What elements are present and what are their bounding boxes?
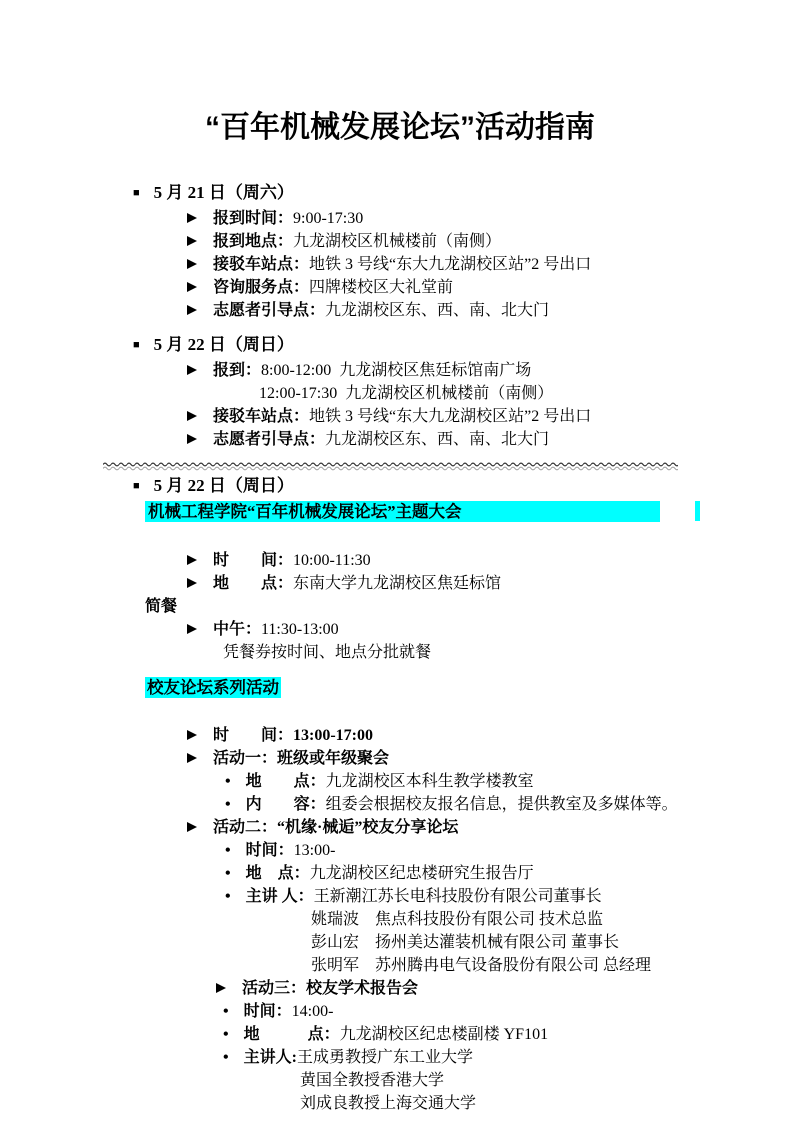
arrow-bullet-icon: [187, 624, 197, 634]
forum-banner-text: 机械工程学院“百年机械发展论坛”主题大会: [148, 502, 462, 521]
meal-note: 凭餐券按时间、地点分批就餐: [223, 644, 432, 661]
speaker-row: 彭山宏 扬州美达灌装机械有限公司 董事长: [311, 934, 620, 951]
agenda-row: [0, 359, 800, 382]
row-value: 11:30-13:00: [261, 621, 339, 638]
checkin-continuation: 12:00-17:30 九龙湖校区机械楼前（南侧）: [259, 385, 554, 402]
row-value: 13:00-: [293, 842, 336, 859]
row-label: 地 点：: [213, 575, 294, 592]
speaker-row: 姚瑞波 焦点科技股份有限公司 技术总监: [311, 911, 604, 928]
detail-row: [0, 1000, 800, 1023]
arrow-bullet-icon: [187, 236, 197, 246]
agenda-row: [0, 428, 800, 451]
dot-bullet-icon: •: [223, 1049, 229, 1066]
arrow-bullet-icon: [216, 983, 226, 993]
row-label: 时 间：: [213, 727, 294, 744]
dot-bullet-icon: •: [225, 796, 231, 813]
arrow-bullet-icon: [187, 555, 197, 565]
row-label: 中午：: [213, 621, 262, 638]
series-banner: 校友论坛系列活动: [147, 678, 279, 697]
activity-title: 校友学术报告会: [306, 980, 419, 997]
row-label: 地 点：: [245, 865, 310, 882]
agenda-row: [0, 724, 800, 747]
section-header-text: 5 月 22 日（周日）: [153, 476, 294, 495]
square-bullet-icon: ■: [133, 339, 140, 351]
highlight-mark: [695, 501, 700, 521]
arrow-bullet-icon: [187, 213, 197, 223]
row-label: 地 点：: [243, 1026, 340, 1043]
row-label: 主讲人:: [243, 1049, 297, 1066]
series-banner-row: [145, 677, 800, 699]
activity-title: “机缘·械逅”校友分享论坛: [277, 819, 459, 836]
row-label: 时间：: [243, 1003, 292, 1020]
speaker-row: 刘成良教授上海交通大学: [300, 1095, 477, 1112]
agenda-row: [0, 230, 800, 253]
forum-items: [0, 549, 800, 595]
agenda-row: [0, 618, 800, 641]
day1-section: [0, 181, 800, 322]
square-bullet-icon: ■: [133, 187, 140, 199]
dot-bullet-icon: •: [225, 842, 231, 859]
row-value: 14:00-: [291, 1003, 334, 1020]
arrow-bullet-icon: [187, 753, 197, 763]
row-label: 接驳车站点：: [213, 408, 310, 425]
row-label: 主讲 人：: [245, 888, 314, 905]
dot-bullet-icon: •: [225, 888, 231, 905]
speaker-row: 黄国全教授香港大学: [300, 1072, 445, 1089]
section-header-text: 5 月 21 日（周六）: [153, 183, 294, 202]
square-bullet-icon: ■: [133, 480, 140, 492]
row-label: 报到地点：: [213, 233, 294, 250]
row-value: 九龙湖校区纪忠楼研究生报告厅: [309, 865, 534, 882]
speaker-row: 张明军 苏州腾冉电气设备股份有限公司 总经理: [311, 957, 652, 974]
detail-row: [0, 1023, 800, 1046]
arrow-bullet-icon: [187, 365, 197, 375]
row-value: 地铁 3 号线“东大九龙湖校区站”2 号出口: [309, 408, 592, 425]
row-value: 九龙湖校区纪忠楼副楼 YF101: [339, 1026, 549, 1043]
arrow-bullet-icon: [187, 411, 197, 421]
agenda-row: [0, 276, 800, 299]
arrow-bullet-icon: [187, 578, 197, 588]
row-value: 九龙湖校区东、西、南、北大门: [325, 302, 550, 319]
section-header-text: 5 月 22 日（周日）: [153, 335, 294, 354]
row-label: 内 容：: [245, 796, 326, 813]
activity-label: 活动三：: [242, 980, 307, 997]
agenda-row: [0, 299, 800, 322]
forum-banner: [145, 501, 660, 522]
dot-bullet-icon: •: [225, 865, 231, 882]
row-value: 10:00-11:30: [293, 552, 371, 569]
arrow-bullet-icon: [187, 730, 197, 740]
forum-section: [0, 474, 800, 595]
row-value: 九龙湖校区本科生教学楼教室: [325, 773, 534, 790]
dot-bullet-icon: •: [225, 773, 231, 790]
speaker-lead-row: [0, 885, 800, 908]
row-label: 报到：: [213, 362, 262, 379]
row-value: 九龙湖校区东、西、南、北大门: [325, 431, 550, 448]
row-label: 接驳车站点：: [213, 256, 310, 273]
row-value: 8:00-12:00 九龙湖校区焦廷标馆南广场: [261, 362, 532, 379]
arrow-bullet-icon: [187, 282, 197, 292]
row-label: 志愿者引导点：: [213, 431, 326, 448]
row-value: 东南大学九龙湖校区焦廷标馆: [293, 575, 502, 592]
row-label: 报到时间：: [213, 210, 294, 227]
row-value: 地铁 3 号线“东大九龙湖校区站”2 号出口: [309, 256, 592, 273]
arrow-bullet-icon: [187, 259, 197, 269]
row-value: 组委会根据校友报名信息，提供教室及多媒体等。: [325, 796, 678, 813]
activity1-row: [0, 747, 800, 770]
activity2-row: [0, 816, 800, 839]
agenda-row: [0, 405, 800, 428]
row-value: 13:00-17:00: [293, 727, 373, 744]
meal-heading: 简餐: [145, 598, 178, 615]
day1-section-header: [0, 181, 800, 207]
activity3-row: [0, 977, 800, 1000]
row-label: 咨询服务点：: [213, 279, 310, 296]
speaker-lead-row: [0, 1046, 800, 1069]
dot-bullet-icon: •: [223, 1003, 229, 1020]
row-label: 时 间：: [213, 552, 294, 569]
day2-section-header: [0, 333, 800, 359]
detail-row: [0, 862, 800, 885]
row-value: 9:00-17:30: [293, 210, 364, 227]
page-title: “百年机械发展论坛”活动指南: [205, 111, 595, 144]
dot-bullet-icon: •: [223, 1026, 229, 1043]
activity-label: 活动二：: [213, 819, 278, 836]
row-label: 时间：: [245, 842, 294, 859]
day2-section: [0, 333, 800, 451]
forum-section-header: [0, 474, 800, 500]
alumni-items: [0, 724, 800, 1115]
agenda-row: [0, 549, 800, 572]
arrow-bullet-icon: [187, 822, 197, 832]
detail-row: [0, 770, 800, 793]
arrow-bullet-icon: [187, 305, 197, 315]
agenda-row: [0, 253, 800, 276]
alumni-section: [0, 677, 800, 1115]
row-value: 王新潮江苏长电科技股份有限公司董事长: [313, 888, 602, 905]
detail-row: [0, 839, 800, 862]
arrow-bullet-icon: [187, 434, 197, 444]
detail-row: [0, 793, 800, 816]
row-value: 王成勇教授广东工业大学: [296, 1049, 473, 1066]
agenda-row: [0, 572, 800, 595]
activity-label: 活动一：: [213, 750, 278, 767]
row-label: 志愿者引导点：: [213, 302, 326, 319]
row-value: 九龙湖校区机械楼前（南侧）: [293, 233, 502, 250]
activity-title: 班级或年级聚会: [277, 750, 390, 767]
meal-section: [0, 595, 800, 664]
wavy-divider: [103, 461, 678, 472]
agenda-row: [0, 207, 800, 230]
row-label: 地 点：: [245, 773, 326, 790]
row-value: 四牌楼校区大礼堂前: [309, 279, 454, 296]
